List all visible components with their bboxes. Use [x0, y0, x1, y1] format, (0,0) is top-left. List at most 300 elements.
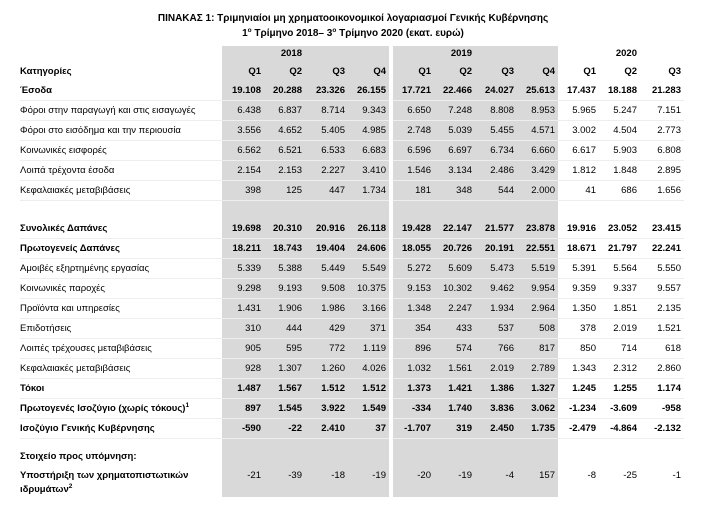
- blank-cell: [475, 439, 517, 447]
- value-2019-q1: 1.032: [393, 359, 434, 379]
- ordinal-marker: ο: [332, 27, 337, 34]
- value-2018-q3: 19.404: [305, 239, 348, 259]
- value-2018-q3: 8.714: [305, 101, 348, 121]
- value-2020-q2: -3.609: [599, 399, 640, 419]
- value-2019-q2: 348: [434, 181, 475, 201]
- value-2020-q3: 7.151: [640, 101, 684, 121]
- value-2020-q2: 1.851: [599, 299, 640, 319]
- quarter-header: Q3: [475, 62, 517, 81]
- value-2018-q1: 19.108: [222, 81, 264, 101]
- value-2020-q3: 23.415: [640, 219, 684, 239]
- value-2020-q3: 618: [640, 339, 684, 359]
- value-2018-q1: 6.438: [222, 101, 264, 121]
- value-2020-q3: 2.135: [640, 299, 684, 319]
- row-label-text: Φόροι στην παραγωγή και στις εισαγωγές: [20, 105, 196, 116]
- quarter-header: Q1: [393, 62, 434, 81]
- row-label: [20, 101, 222, 121]
- value-2018-q1: -21: [222, 467, 264, 497]
- quarter-header: Q3: [668, 65, 681, 77]
- value-2018-q1: 3.556: [222, 121, 264, 141]
- value-2018-q3: 9.508: [305, 279, 348, 299]
- value-2019-q4: 8.953: [517, 101, 558, 121]
- value-2018-q4: 26.118: [348, 219, 389, 239]
- blank-cell: [640, 447, 684, 467]
- year-header-row: [20, 46, 684, 62]
- quarter-header: Q2: [264, 62, 305, 81]
- value-2020-q1: 6.617: [558, 141, 599, 161]
- blank-cell: [348, 439, 389, 447]
- value-2018-q4: 37: [348, 419, 389, 439]
- blank-cell: [475, 447, 517, 467]
- blank-cell: [517, 46, 558, 62]
- value-2020-q3: 2.895: [640, 161, 684, 181]
- footnote-marker: 2: [68, 483, 73, 490]
- table-row: [20, 141, 684, 161]
- value-2019-q1: 181: [393, 181, 434, 201]
- value-2020-q1: 1.245: [558, 379, 599, 399]
- value-2018-q2: 444: [264, 319, 305, 339]
- value-2019-q2: 574: [434, 339, 475, 359]
- blank-cell: [393, 439, 434, 447]
- value-2018-q1: 398: [222, 181, 264, 201]
- value-2019-q2: 5.609: [434, 259, 475, 279]
- row-label-text: Λοιπές τρέχουσες μεταβιβάσεις: [20, 343, 152, 354]
- value-2020-q2: -25: [623, 470, 637, 481]
- row-label-text: Κεφαλαιακές μεταβιβάσεις: [20, 185, 131, 196]
- value-2020-q1: 3.002: [558, 121, 599, 141]
- row-label-text: Ισοζύγιο Γενικής Κυβέρνησης: [20, 423, 155, 434]
- value-2019-q1: 1.546: [393, 161, 434, 181]
- value-2020-q1: 378: [558, 319, 599, 339]
- value-2018-q3: 5.449: [305, 259, 348, 279]
- value-2020-q2: 5.247: [599, 101, 640, 121]
- table-row: [20, 161, 684, 181]
- value-2019-q4: 25.613: [517, 81, 558, 101]
- row-label: [20, 379, 222, 399]
- blank-cell: [475, 46, 517, 62]
- value-2019-q1: 1.348: [393, 299, 434, 319]
- row-label: [20, 299, 222, 319]
- value-2019-q4: 3.429: [517, 161, 558, 181]
- table-row: [20, 81, 684, 101]
- value-2020-q1: -2.479: [558, 419, 599, 439]
- value-2018-q1: 6.562: [222, 141, 264, 161]
- value-2019-q2: 10.302: [434, 279, 475, 299]
- blank-cell: [305, 201, 348, 219]
- subtitle-part: Τρίμηνο 2020 (εκατ. ευρώ): [336, 28, 464, 39]
- value-2019-q1: 19.428: [393, 219, 434, 239]
- value-2020-q3: 2.860: [640, 359, 684, 379]
- value-2020-q2: 9.337: [599, 279, 640, 299]
- blank-cell: [393, 201, 434, 219]
- value-2020-q3: -2.132: [640, 419, 684, 439]
- value-2019-q3: 2.019: [475, 359, 517, 379]
- table-body: [20, 81, 684, 497]
- value-2020-q3: 2.773: [640, 121, 684, 141]
- blank-cell: [222, 439, 264, 447]
- value-2018-q2: 1.307: [264, 359, 305, 379]
- value-2019-q2: -19: [434, 467, 475, 497]
- value-2020-q1: 17.437: [558, 81, 599, 101]
- value-2018-q3: 772: [305, 339, 348, 359]
- blank-cell: [599, 439, 640, 447]
- row-label: [20, 181, 222, 201]
- value-2019-q2: 1.740: [434, 399, 475, 419]
- table-title: ΠΙΝΑΚΑΣ 1: Τριμηνιαίοι μη χρηματοοικονομικοί λογαριασμοί Γενικής Κυβέρνησης: [157, 13, 549, 24]
- table-row: [20, 101, 684, 121]
- value-2020-q2: -4.864: [599, 419, 640, 439]
- value-2019-q4: 6.660: [517, 141, 558, 161]
- value-2020-q1: 1.350: [558, 299, 599, 319]
- value-2018-q2: 1.906: [264, 299, 305, 319]
- value-2018-q4: -19: [348, 467, 389, 497]
- value-2018-q2: 20.288: [264, 81, 305, 101]
- value-2020-q2: 2.312: [599, 359, 640, 379]
- value-2020-q2: 1.848: [599, 161, 640, 181]
- row-label-text: Κοινωνικές εισφορές: [20, 145, 107, 156]
- value-2018-q2: 5.388: [264, 259, 305, 279]
- table-row: [20, 239, 684, 259]
- value-2018-q2: 18.743: [264, 239, 305, 259]
- value-2020-q3: 1.656: [640, 181, 684, 201]
- column-header-row: [20, 62, 684, 81]
- value-2019-q3: 2.486: [475, 161, 517, 181]
- quarter-header: Q4: [348, 62, 389, 81]
- value-2019-q3: 3.836: [475, 399, 517, 419]
- quarter-header: Q1: [583, 65, 596, 77]
- value-2019-q1: 6.650: [393, 101, 434, 121]
- value-2019-q4: 817: [517, 339, 558, 359]
- value-2019-q2: 22.466: [434, 81, 475, 101]
- value-2019-q4: 9.954: [517, 279, 558, 299]
- value-2018-q4: 9.343: [348, 101, 389, 121]
- quarter-header: Q2: [434, 62, 475, 81]
- value-2020-q3: -958: [640, 399, 684, 419]
- value-2019-q2: 433: [434, 319, 475, 339]
- value-2018-q2: -39: [264, 467, 305, 497]
- row-label-text: Λοιπά τρέχοντα έσοδα: [20, 165, 115, 176]
- value-2018-q2: -22: [264, 419, 305, 439]
- value-2020-q3: 21.283: [640, 81, 684, 101]
- value-2018-q4: 6.683: [348, 141, 389, 161]
- memo-heading-row: [20, 447, 684, 467]
- value-2019-q1: -1.707: [393, 419, 434, 439]
- value-2019-q3: 24.027: [475, 81, 517, 101]
- blank-cell: [305, 447, 348, 467]
- value-2020-q2: 21.797: [599, 239, 640, 259]
- value-2018-q3: 3.922: [305, 399, 348, 419]
- value-2019-q2: 2.247: [434, 299, 475, 319]
- footnote-marker: 1: [185, 402, 190, 409]
- value-2020-q2: 18.188: [599, 81, 640, 101]
- value-2020-q1: 850: [558, 339, 599, 359]
- value-2019-q1: 354: [393, 319, 434, 339]
- value-2020-q1: -1.234: [558, 399, 599, 419]
- table-row: [20, 259, 684, 279]
- value-2019-q1: 6.596: [393, 141, 434, 161]
- table-row: [20, 121, 684, 141]
- value-2020-q3: -1: [672, 470, 681, 481]
- blank-cell: [20, 201, 222, 219]
- value-2018-q4: 3.410: [348, 161, 389, 181]
- blank-cell: [393, 46, 434, 62]
- row-label: [20, 399, 222, 419]
- value-2018-q3: 6.533: [305, 141, 348, 161]
- table-row: [20, 219, 684, 239]
- value-2019-q4: 2.000: [517, 181, 558, 201]
- value-2018-q4: 4.026: [348, 359, 389, 379]
- blank-cell: [222, 201, 264, 219]
- value-2019-q2: 5.039: [434, 121, 475, 141]
- value-2019-q3: 8.808: [475, 101, 517, 121]
- value-2019-q3: 5.473: [475, 259, 517, 279]
- value-2018-q2: 9.193: [264, 279, 305, 299]
- value-2019-q2: 1.421: [434, 379, 475, 399]
- value-2020-q2: 23.052: [599, 219, 640, 239]
- table-row: [20, 399, 684, 419]
- value-2018-q3: -18: [305, 467, 348, 497]
- value-2018-q4: 10.375: [348, 279, 389, 299]
- table-row: [20, 339, 684, 359]
- value-2019-q3: 5.455: [475, 121, 517, 141]
- row-label-text: Συνολικές Δαπάνες: [20, 223, 108, 234]
- value-2020-q3: 1.174: [640, 379, 684, 399]
- table-row: [20, 419, 684, 439]
- value-2020-q1: 41: [558, 181, 599, 201]
- value-2020-q1: 18.671: [558, 239, 599, 259]
- value-2018-q1: 897: [222, 399, 264, 419]
- value-2019-q3: 766: [475, 339, 517, 359]
- blank-cell: [558, 447, 599, 467]
- row-label: [20, 279, 222, 299]
- value-2019-q2: 7.248: [434, 101, 475, 121]
- row-label: [20, 161, 222, 181]
- row-label-text: Έσοδα: [20, 85, 53, 96]
- value-2019-q4: 2.964: [517, 299, 558, 319]
- blank-cell: [558, 201, 599, 219]
- row-label: [20, 359, 222, 379]
- value-2018-q2: 595: [264, 339, 305, 359]
- blank-cell: [640, 201, 684, 219]
- value-2018-q1: 1.431: [222, 299, 264, 319]
- blank-cell: [264, 439, 305, 447]
- blank-cell: [434, 201, 475, 219]
- row-label: [20, 239, 222, 259]
- row-label-text: Προϊόντα και υπηρεσίες: [20, 303, 120, 314]
- value-2019-q3: 1.934: [475, 299, 517, 319]
- value-2018-q2: 4.652: [264, 121, 305, 141]
- value-2019-q3: 1.386: [475, 379, 517, 399]
- blank-cell: [599, 447, 640, 467]
- table-row: [20, 279, 684, 299]
- value-2020-q3: 9.557: [640, 279, 684, 299]
- row-label: [20, 219, 222, 239]
- row-label-text: Φόροι στο εισόδημα και την περιουσία: [20, 125, 181, 136]
- value-2018-q4: 26.155: [348, 81, 389, 101]
- table-row: [20, 319, 684, 339]
- category-column-header: Κατηγορίες: [20, 65, 72, 77]
- value-2018-q3: 2.227: [305, 161, 348, 181]
- accounts-table: [20, 46, 684, 497]
- table-subtitle: [0, 26, 706, 41]
- blank-cell: [348, 447, 389, 467]
- value-2018-q3: 20.916: [305, 219, 348, 239]
- value-2018-q1: -590: [222, 419, 264, 439]
- value-2019-q2: 22.147: [434, 219, 475, 239]
- row-label-text: Πρωτογενείς Δαπάνες: [20, 243, 120, 254]
- row-label: [20, 81, 222, 101]
- value-2019-q4: 23.878: [517, 219, 558, 239]
- blank-cell: [305, 46, 348, 62]
- value-2019-q1: -334: [393, 399, 434, 419]
- value-2020-q2: 686: [599, 181, 640, 201]
- value-2019-q4: 157: [517, 467, 558, 497]
- value-2020-q2: 4.504: [599, 121, 640, 141]
- value-2020-q2: 714: [599, 339, 640, 359]
- row-label: [20, 467, 222, 497]
- value-2019-q3: 2.450: [475, 419, 517, 439]
- value-2018-q1: 2.154: [222, 161, 264, 181]
- year-2018-label: 2018: [264, 46, 305, 62]
- row-label: [20, 121, 222, 141]
- value-2019-q4: 1.327: [517, 379, 558, 399]
- value-2019-q3: 537: [475, 319, 517, 339]
- table-row: [20, 299, 684, 319]
- value-2019-q4: 22.551: [517, 239, 558, 259]
- value-2020-q3: 1.521: [640, 319, 684, 339]
- value-2018-q3: 5.405: [305, 121, 348, 141]
- value-2019-q3: 20.191: [475, 239, 517, 259]
- row-label-text: Πρωτογενές Ισοζύγιο (χωρίς τόκους): [20, 403, 186, 414]
- value-2019-q1: -20: [393, 467, 434, 497]
- blank-cell: [264, 447, 305, 467]
- value-2018-q3: 447: [305, 181, 348, 201]
- memo-heading: Στοιχείο προς υπόμνηση:: [20, 451, 137, 462]
- year-2020-label: 2020: [615, 48, 637, 59]
- blank-cell: [475, 201, 517, 219]
- blank-cell: [640, 46, 684, 62]
- blank-cell: [222, 447, 264, 467]
- value-2018-q4: 1.549: [348, 399, 389, 419]
- blank-cell: [305, 439, 348, 447]
- table-row: [20, 379, 684, 399]
- value-2018-q4: 24.606: [348, 239, 389, 259]
- subtitle-part: Τρίμηνο 2018– 3: [251, 28, 333, 39]
- blank-cell: [558, 46, 599, 62]
- value-2019-q3: 9.462: [475, 279, 517, 299]
- row-label-text: Τόκοι: [20, 383, 45, 394]
- value-2020-q2: 1.255: [599, 379, 640, 399]
- value-2020-q1: 9.359: [558, 279, 599, 299]
- value-2019-q1: 896: [393, 339, 434, 359]
- value-2018-q3: 1.512: [305, 379, 348, 399]
- value-2018-q1: 1.487: [222, 379, 264, 399]
- value-2018-q4: 371: [348, 319, 389, 339]
- blank-cell: [264, 201, 305, 219]
- value-2019-q3: 21.577: [475, 219, 517, 239]
- value-2019-q1: 17.721: [393, 81, 434, 101]
- value-2018-q2: 6.837: [264, 101, 305, 121]
- row-label: [20, 419, 222, 439]
- blank-cell: [517, 439, 558, 447]
- row-label-text: Επιδοτήσεις: [20, 323, 72, 334]
- value-2018-q4: 3.166: [348, 299, 389, 319]
- value-2019-q3: 6.734: [475, 141, 517, 161]
- value-2018-q2: 20.310: [264, 219, 305, 239]
- blank-cell: [348, 201, 389, 219]
- row-label-line: ιδρυμάτων: [20, 484, 69, 495]
- blank-cell: [434, 447, 475, 467]
- value-2020-q3: 22.241: [640, 239, 684, 259]
- value-2020-q3: 5.550: [640, 259, 684, 279]
- row-label-text: Κοινωνικές παροχές: [20, 283, 105, 294]
- row-label: [20, 259, 222, 279]
- value-2019-q4: 3.062: [517, 399, 558, 419]
- blank-cell: [434, 439, 475, 447]
- value-2018-q4: 1.734: [348, 181, 389, 201]
- year-2019-label: 2019: [434, 46, 475, 62]
- row-label-text: Κεφαλαιακές μεταβιβάσεις: [20, 363, 131, 374]
- value-2019-q4: 4.571: [517, 121, 558, 141]
- value-2018-q4: 4.985: [348, 121, 389, 141]
- value-2018-q2: 6.521: [264, 141, 305, 161]
- value-2020-q3: 6.808: [640, 141, 684, 161]
- value-2019-q1: 2.748: [393, 121, 434, 141]
- value-2019-q2: 319: [434, 419, 475, 439]
- row-label: [20, 319, 222, 339]
- value-2020-q1: -8: [587, 470, 596, 481]
- value-2018-q4: 1.119: [348, 339, 389, 359]
- blank-cell: [348, 46, 389, 62]
- value-2018-q1: 19.698: [222, 219, 264, 239]
- value-2018-q1: 18.211: [222, 239, 264, 259]
- value-2019-q2: 3.134: [434, 161, 475, 181]
- blank-cell: [20, 46, 222, 62]
- value-2018-q1: 905: [222, 339, 264, 359]
- row-label: [20, 141, 222, 161]
- value-2019-q4: 2.789: [517, 359, 558, 379]
- value-2018-q3: 1.260: [305, 359, 348, 379]
- value-2019-q2: 20.726: [434, 239, 475, 259]
- value-2018-q3: 2.410: [305, 419, 348, 439]
- value-2020-q2: 5.564: [599, 259, 640, 279]
- value-2018-q2: 1.545: [264, 399, 305, 419]
- value-2019-q4: 5.519: [517, 259, 558, 279]
- value-2018-q1: 310: [222, 319, 264, 339]
- value-2020-q1: 5.965: [558, 101, 599, 121]
- value-2018-q4: 1.512: [348, 379, 389, 399]
- blank-cell: [393, 447, 434, 467]
- table-row: [20, 359, 684, 379]
- quarter-header: Q1: [222, 62, 264, 81]
- blank-cell: [517, 447, 558, 467]
- ordinal-marker: ο: [247, 27, 252, 34]
- blank-cell: [222, 46, 264, 62]
- value-2019-q3: -4: [475, 467, 517, 497]
- value-2019-q1: 5.272: [393, 259, 434, 279]
- quarter-header: Q4: [517, 62, 558, 81]
- table-title-block: [0, 11, 706, 41]
- value-2019-q2: 6.697: [434, 141, 475, 161]
- row-label-line: Υποστήριξη των χρηματοπιστωτικών: [20, 470, 189, 481]
- row-label: [20, 339, 222, 359]
- value-2019-q4: 508: [517, 319, 558, 339]
- value-2019-q1: 1.373: [393, 379, 434, 399]
- table-row: [20, 181, 684, 201]
- value-2020-q1: 1.812: [558, 161, 599, 181]
- spacer-row: [20, 439, 684, 447]
- value-2019-q2: 1.561: [434, 359, 475, 379]
